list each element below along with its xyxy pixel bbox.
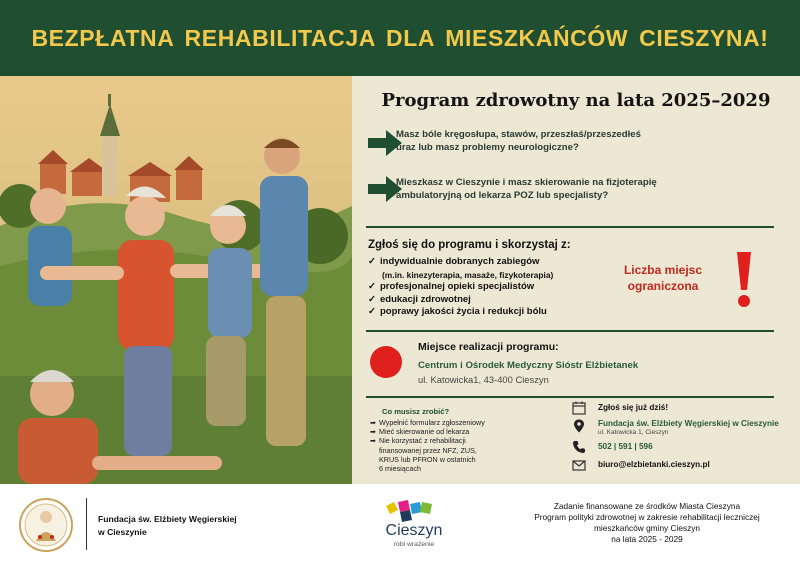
calendar-icon [572,401,586,415]
arrow-icon: ➡ [370,436,377,446]
check-icon: ✓ [368,256,376,267]
envelope-icon [572,458,586,472]
cieszyn-logo-icon [380,496,446,522]
apply-today-text: Zgłoś się już dziś! [598,403,669,412]
limited-line-2: ograniczona [627,279,699,293]
list-item [370,455,485,464]
header-title: BEZPŁATNA REHABILITACJA DLA MIESZKAŃCÓW CIESZYNA! [31,24,769,51]
divider [366,226,774,228]
program-title: Program zdrowotny na lata 2025–2029 [381,90,771,111]
list-item [370,436,485,445]
list-item-text: profesjonalnej opieki specjalistów [380,281,535,293]
list-item-text: indywidualnie dobranych zabiegów [380,256,540,267]
list-item-text: KRUS lub PFRON w ostatnich [379,454,476,464]
divider [366,396,774,398]
question-1-line-1: Masz bóle kręgosłupa, stawów, przeszłaś/przeszedłeś [396,129,641,140]
funding-line-4: na lata 2025 - 2029 [611,534,683,544]
question-2 [396,176,657,202]
place-heading: Miejsce realizacji programu: [418,341,559,353]
contact-phone[interactable]: 502 | 591 | 596 [598,442,653,451]
list-item-text: Mieć skierowanie od lekarza [379,427,470,437]
list-item [368,306,553,319]
footer [0,484,800,566]
list-item [370,446,485,455]
illustration-seniors-exercising [0,76,352,484]
location-dot-icon [370,346,402,378]
footer-org-name [98,513,237,539]
arrow-icon: ➡ [370,427,377,437]
question-2-line-1: Mieszkasz w Cieszynie i masz skierowanie na fizjoterapię [396,177,657,188]
check-icon: ✓ [368,281,376,293]
list-item-text: finansowanej przez NFZ, ZUS, [379,445,477,455]
list-item-text: poprawy jakości życia i redukcji bólu [380,306,547,318]
list-item-text: Nie korzystać z rehabilitacji [379,436,466,446]
city-logo-tagline: robi wrażenie [393,541,435,548]
limited-line-1: Liczba miejsc [623,263,703,277]
limited-places-notice [608,262,718,294]
list-item [368,294,553,307]
place-name: Centrum i Ośrodek Medyczny Sióstr Elżbietanek [418,360,639,371]
arrow-icon: ➡ [370,418,377,427]
list-item [368,281,553,294]
place-address: ul. Katowicka1, 43-400 Cieszyn [418,374,549,385]
divider [366,330,774,332]
todo-heading: Co musisz zrobić? [382,407,450,416]
check-icon: ✓ [368,306,376,318]
list-item-text: 6 miesiącach [379,464,421,474]
city-logo-name: Cieszyn [385,522,443,539]
list-item-text: edukacji zdrowotnej [380,293,471,305]
info-panel [352,76,800,484]
todo-list [370,418,485,473]
footer-divider [86,498,87,550]
list-item [370,427,485,436]
check-icon: ✓ [368,293,376,305]
funding-note [512,501,782,545]
footer-org-line-1: Fundacja św. Elżbiety Węgierskiej [98,514,237,524]
exclamation-icon [732,250,756,308]
header-banner [0,0,800,76]
question-2-line-2: ambulatoryjną od lekarza POZ lub specjalisty? [396,190,609,201]
location-pin-icon [572,419,586,433]
list-item-text: (m.in. kinezyterapia, masaże, fizykoterapia) [382,269,554,280]
footer-org-line-2: w Cieszynie [98,527,147,537]
list-item [368,256,553,269]
offer-heading: Zgłoś się do programu i skorzystaj z: [368,239,571,251]
question-1 [396,128,641,154]
question-1-line-2: uraz lub masz problemy neurologiczne? [396,142,579,153]
list-item [370,418,485,427]
offer-list [368,256,553,319]
contact-email[interactable]: biuro@elzbietanki.cieszyn.pl [598,460,710,469]
list-item [368,269,553,282]
funding-line-1: Zadanie finansowane ze środków Miasta Cieszyna [553,501,741,511]
list-item [370,464,485,473]
foundation-logo [18,497,74,553]
funding-line-3: mieszkańców gminy Cieszyn [593,523,701,533]
list-item-text: Wypełnić formularz zgłoszeniowy [379,418,485,427]
contact-org-name: Fundacja św. Elżbiety Węgierskiej w Cieszynie [598,419,779,428]
contact-org-address: ul. Katowicka 1, Cieszyn [598,429,669,436]
funding-line-2: Program polityki zdrowotnej w zakresie rehabilitacji leczniczej [534,512,760,522]
phone-icon [572,440,586,454]
